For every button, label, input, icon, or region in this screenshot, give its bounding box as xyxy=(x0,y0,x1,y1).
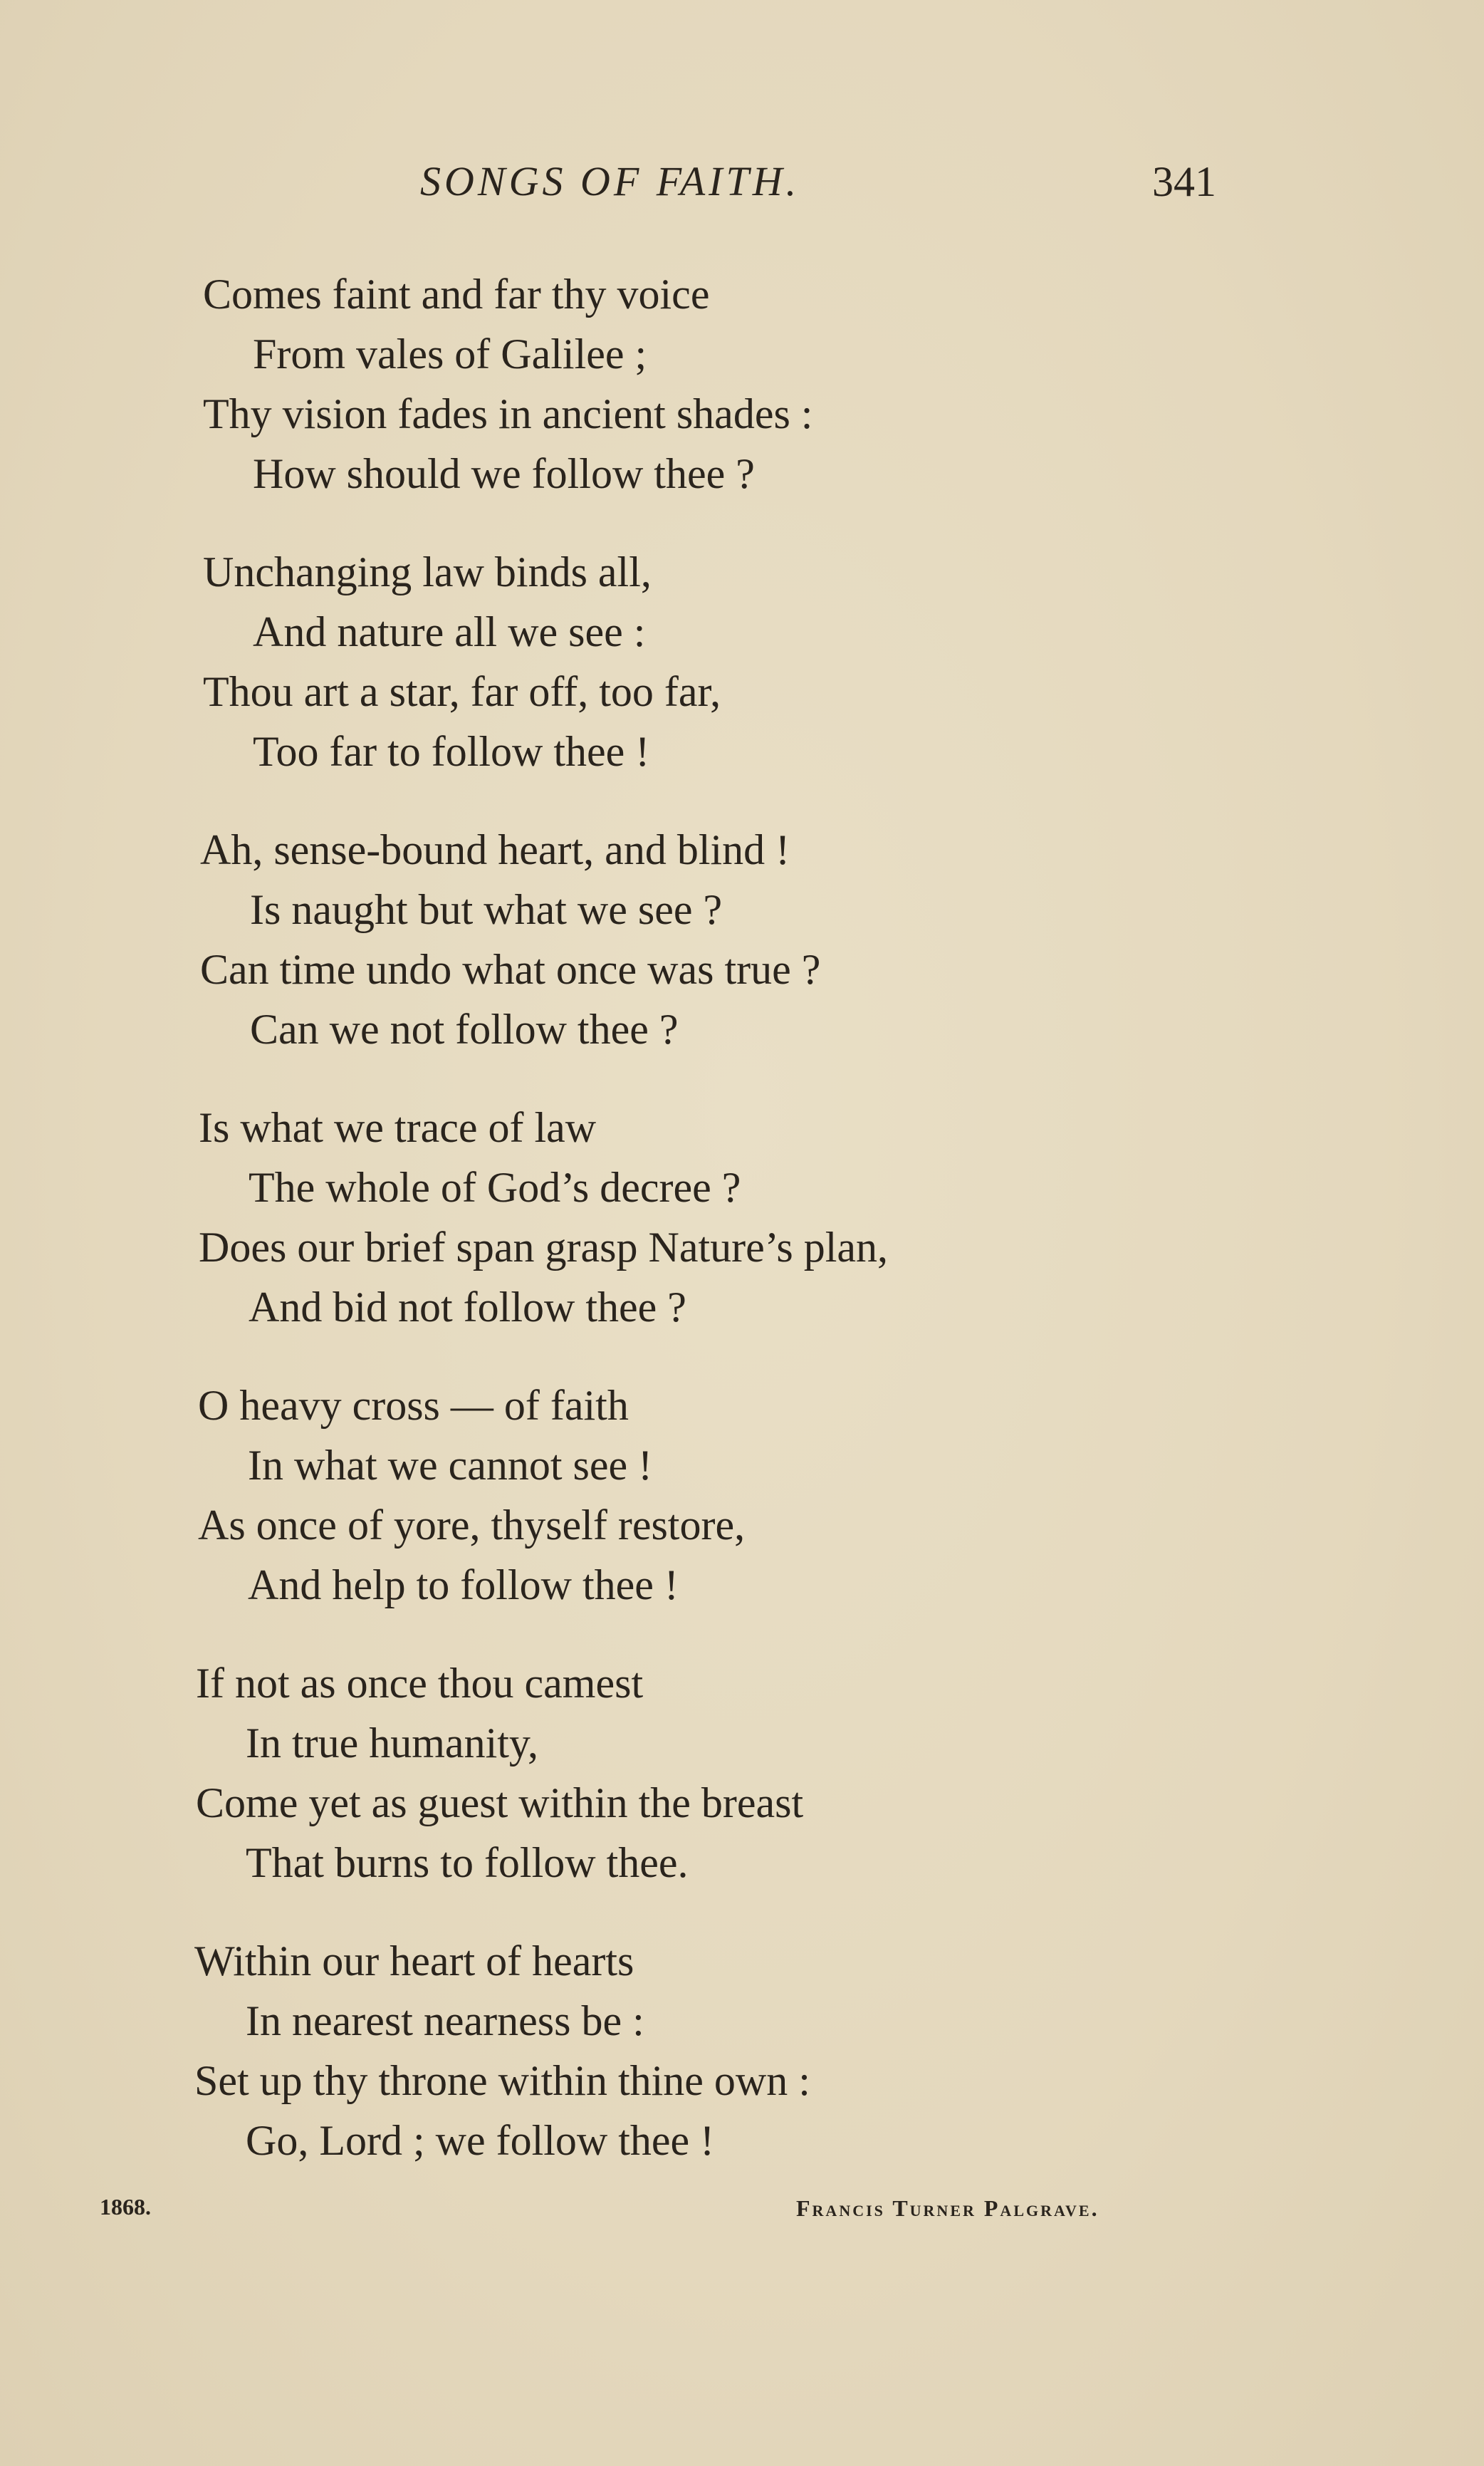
running-title: SONGS OF FAITH. xyxy=(420,158,800,204)
poem-line: The whole of God’s decree ? xyxy=(249,1164,741,1211)
poem-line: And help to follow thee ! xyxy=(248,1561,679,1608)
poem-line: And nature all we see : xyxy=(253,608,646,655)
poem-line: In what we cannot see ! xyxy=(248,1442,653,1489)
page-number: 341 xyxy=(1152,158,1216,205)
poem-line: Is naught but what we see ? xyxy=(250,886,723,933)
poem-line: Go, Lord ; we follow thee ! xyxy=(246,2117,715,2164)
poem-line: Comes faint and far thy voice xyxy=(203,271,710,318)
poem-line: From vales of Galilee ; xyxy=(253,331,647,378)
poem-line: Does our brief span grasp Nature’s plan, xyxy=(199,1224,889,1271)
poem-line: Set up thy throne within thine own : xyxy=(194,2057,810,2104)
poem-line: Thou art a star, far off, too far, xyxy=(203,668,721,715)
poem-line: Can we not follow thee ? xyxy=(250,1006,679,1053)
poem-line: Ah, sense-bound heart, and blind ! xyxy=(200,826,790,873)
poem-line: Thy vision fades in ancient shades : xyxy=(203,390,813,437)
poem-line: As once of yore, thyself restore, xyxy=(198,1502,746,1549)
poem-line: How should we follow thee ? xyxy=(253,450,755,497)
publication-year: 1868. xyxy=(100,2194,151,2220)
poem-line: In true humanity, xyxy=(246,1720,539,1767)
poem-line: Is what we trace of law xyxy=(199,1104,597,1151)
author-attribution: Francis Turner Palgrave. xyxy=(796,2195,1099,2221)
poem-line: That burns to follow thee. xyxy=(246,1839,689,1886)
poem-line: Can time undo what once was true ? xyxy=(200,946,821,993)
poem-line: In nearest nearness be : xyxy=(246,1997,644,2044)
poem-line: O heavy cross — of faith xyxy=(198,1382,629,1429)
poem-line: Within our heart of hearts xyxy=(194,1937,634,1984)
poem-line: Unchanging law binds all, xyxy=(203,548,652,595)
running-head xyxy=(0,153,1484,210)
poem-line: Too far to follow thee ! xyxy=(253,728,650,775)
poem-line: And bid not follow thee ? xyxy=(249,1284,686,1331)
poem-line: If not as once thou camest xyxy=(196,1660,644,1707)
poem-line: Come yet as guest within the breast xyxy=(196,1779,804,1826)
